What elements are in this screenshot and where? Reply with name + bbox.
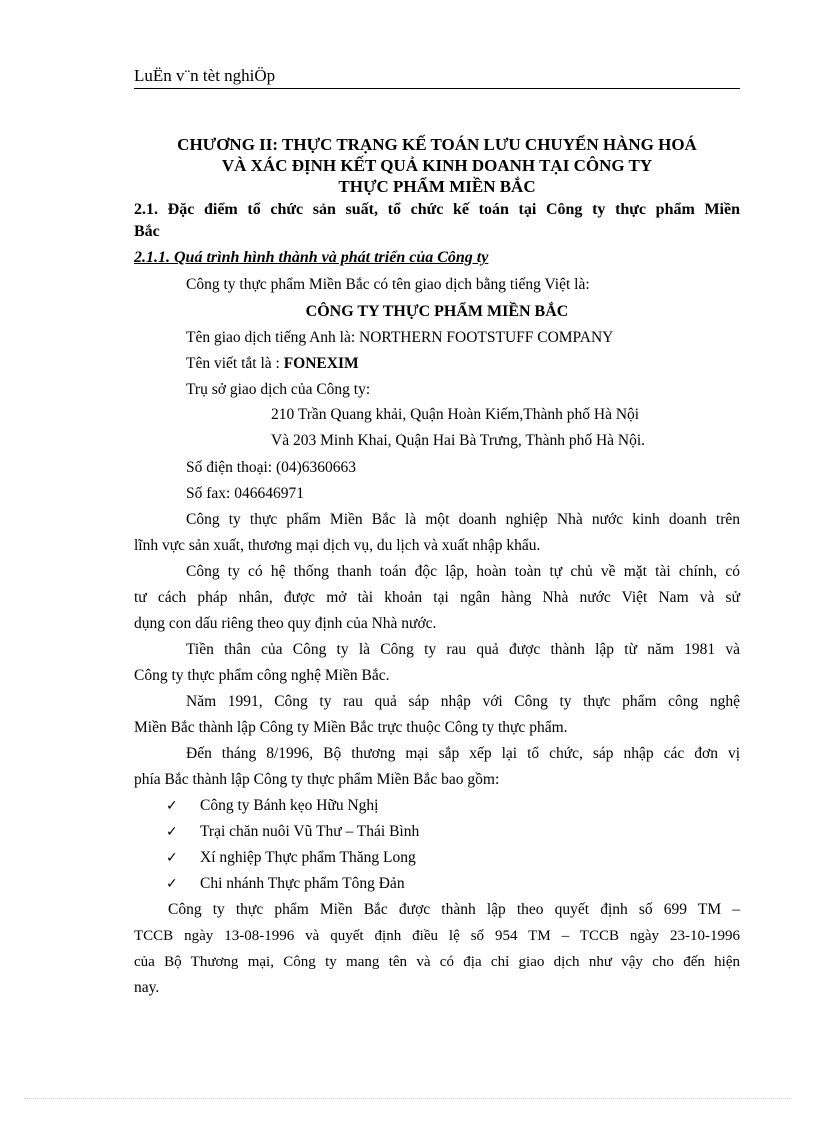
- chapter-title-line-3: THỰC PHẨM MIỀN BẮC: [338, 177, 536, 196]
- abbreviation-line: [186, 354, 359, 374]
- paragraph-7-line-1: Công ty thực phẩm Miền Bắc được thành lập theo quyết định số 699 TM –: [168, 901, 740, 918]
- paragraph-5-line-1: Năm 1991, Công ty rau quả sáp nhập với Công ty thực phẩm công nghệ: [186, 693, 740, 710]
- paragraph-2-line-1: Công ty thực phẩm Miền Bắc là một doanh nghiệp Nhà nước kinh doanh trên: [186, 511, 740, 528]
- fax-line: Số fax: 046646971: [186, 485, 304, 502]
- chapter-title-line-2: VÀ XÁC ĐỊNH KẾT QUẢ KINH DOANH TẠI CÔNG TY: [221, 156, 653, 175]
- check-icon: ✓: [166, 876, 178, 892]
- company-name: CÔNG TY THỰC PHẨM MIỀN BẮC: [305, 303, 569, 320]
- chapter-title-line-1: CHƯƠNG II: THỰC TRẠNG KẾ TOÁN LƯU CHUYỂN HÀNG HOÁ: [177, 135, 697, 154]
- paragraph-5-line-2: Miền Bắc thành lập Công ty Miền Bắc trực thuộc Công ty thực phẩm.: [134, 719, 568, 736]
- list-item: [166, 874, 405, 894]
- header-rule: [134, 88, 740, 89]
- abbreviation-label: Tên viết tắt là :: [186, 355, 284, 372]
- list-item-text: Chi nhánh Thực phẩm Tông Đản: [200, 875, 405, 892]
- address-line-2: Và 203 Minh Khai, Quận Hai Bà Trưng, Thành phố Hà Nội.: [271, 432, 646, 449]
- list-item: [166, 822, 419, 842]
- list-item-text: Công ty Bánh kẹo Hữu Nghị: [200, 797, 379, 814]
- paragraph-intro: Công ty thực phẩm Miền Bắc có tên giao dịch bằng tiếng Việt là:: [186, 276, 590, 293]
- chapter-title: [134, 134, 740, 197]
- paragraph-7-line-2: TCCB ngày 13-08-1996 và quyết định điều lệ số 954 TM – TCCB ngày 23-10-1996: [134, 928, 740, 944]
- list-item-text: Xí nghiệp Thực phẩm Thăng Long: [200, 849, 416, 866]
- section-heading-line-1: 2.1. Đặc điểm tổ chức sản suất, tổ chức kế toán tại Công ty thực phẩm Miền: [134, 201, 740, 218]
- check-icon: ✓: [166, 850, 178, 866]
- paragraph-4-line-2: Công ty thực phẩm công nghệ Miền Bắc.: [134, 667, 390, 684]
- page-bottom-rule: [24, 1098, 792, 1099]
- paragraph-7-line-3: của Bộ Thương mại, Công ty mang tên và có địa chỉ giao dịch như vậy cho đến hiện: [134, 954, 740, 970]
- paragraph-6-line-2: phía Bắc thành lập Công ty thực phẩm Miền Bắc bao gồm:: [134, 771, 500, 788]
- address-line-1: 210 Trần Quang khải, Quận Hoàn Kiếm,Thành phố Hà Nội: [271, 406, 640, 423]
- paragraph-3-line-3: dụng con dấu riêng theo quy định của Nhà nước.: [134, 615, 437, 632]
- paragraph-7-line-4: nay.: [134, 979, 160, 996]
- paragraph-3-line-1: Công ty có hệ thống thanh toán độc lập, hoàn toàn tự chủ về mặt tài chính, có: [186, 563, 740, 580]
- english-name: Tên giao dịch tiếng Anh là: NORTHERN FOOTSTUFF COMPANY: [186, 329, 614, 346]
- paragraph-3-line-2: tư cách pháp nhân, được mở tài khoản tại ngân hàng Nhà nước Việt Nam và sử: [134, 589, 740, 606]
- section-heading-line-2: Bắc: [134, 223, 160, 240]
- paragraph-2-line-2: lĩnh vực sản xuất, thương mại dịch vụ, du lịch và xuất nhập khẩu.: [134, 537, 541, 554]
- abbreviation-value: FONEXIM: [283, 355, 359, 372]
- paragraph-6-line-1: Đến tháng 8/1996, Bộ thương mại sắp xếp lại tổ chức, sáp nhập các đơn vị: [186, 745, 740, 762]
- paragraph-4-line-1: Tiền thân của Công ty là Công ty rau quả được thành lập từ năm 1981 và: [186, 641, 740, 658]
- check-icon: ✓: [166, 824, 178, 840]
- list-item: [166, 796, 378, 816]
- check-icon: ✓: [166, 798, 178, 814]
- subsection-heading: 2.1.1. Quá trình hình thành và phát triển của Công ty: [134, 249, 489, 266]
- running-header: LuËn v¨n tèt nghiÖp: [134, 66, 276, 85]
- list-item: [166, 848, 416, 868]
- phone-line: Số điện thoại: (04)6360663: [186, 459, 357, 476]
- headquarters-label: Trụ sở giao dịch của Công ty:: [186, 381, 371, 398]
- list-item-text: Trại chăn nuôi Vũ Thư – Thái Bình: [200, 823, 420, 840]
